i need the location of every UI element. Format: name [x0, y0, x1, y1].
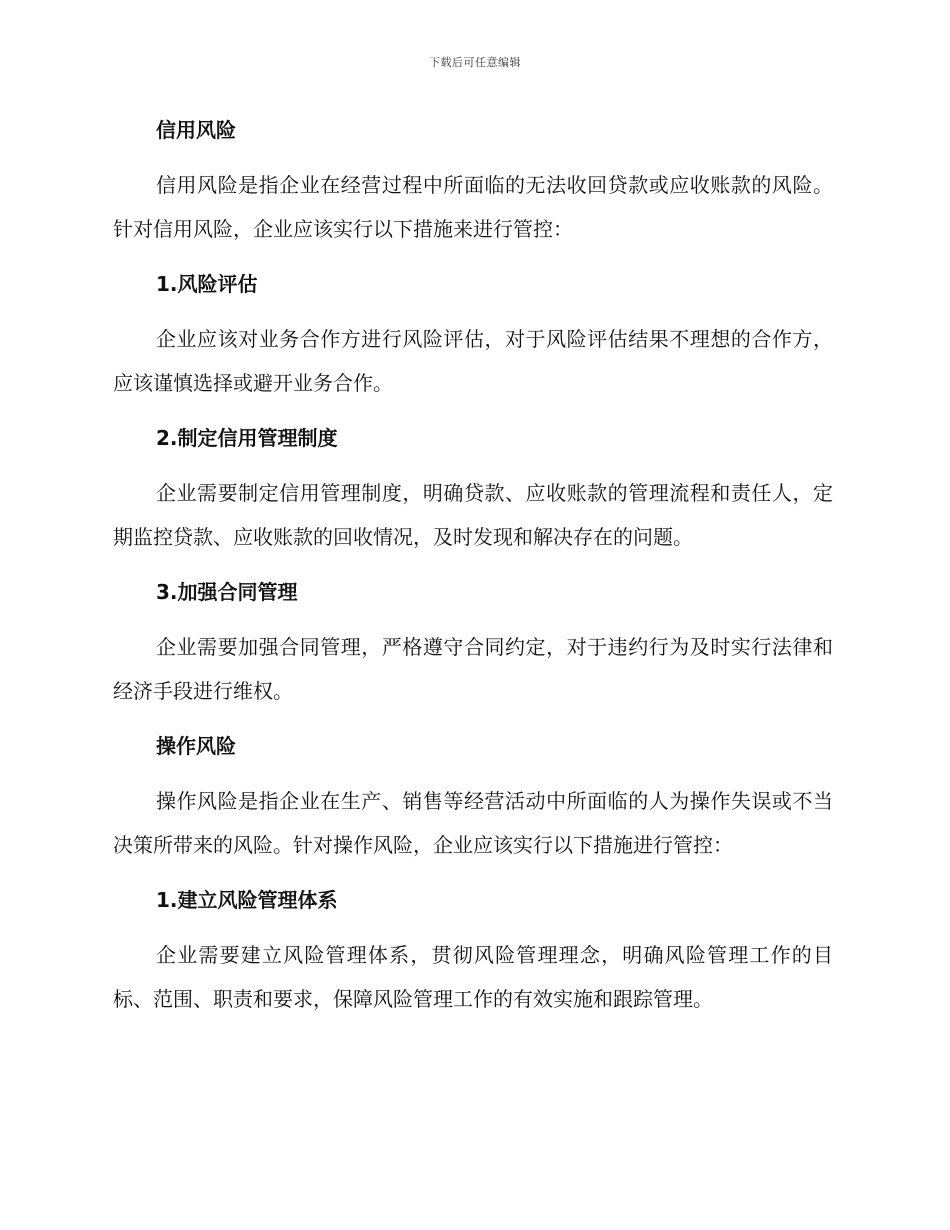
page-header: 下载后可任意编辑 [429, 56, 521, 69]
section-paragraph-credit-risk: 信用风险是指企业在经营过程中所面临的无法收回贷款或应收账款的风险。针对信用风险，企业应该实行以下措施来进行管控： [113, 173, 833, 241]
section-heading-contract-management: 3.加强合同管理 [156, 580, 298, 604]
section-paragraph-operational-risk: 操作风险是指企业在生产、销售等经营活动中所面临的人为操作失误或不当决策所带来的风险。针对操作风险，企业应该实行以下措施进行管控： [113, 789, 833, 857]
section-paragraph-risk-assessment: 企业应该对业务合作方进行风险评估，对于风险评估结果不理想的合作方，应该谨慎选择或避开业务合作。 [113, 327, 833, 395]
section-paragraph-credit-management-system: 企业需要制定信用管理制度，明确贷款、应收账款的管理流程和责任人，定期监控贷款、应收账款的回收情况，及时发现和解决存在的问题。 [113, 481, 833, 549]
section-paragraph-risk-management-system: 企业需要建立风险管理体系，贯彻风险管理理念，明确风险管理工作的目标、范围、职责和要求，保障风险管理工作的有效实施和跟踪管理。 [113, 943, 833, 1011]
section-heading-risk-management-system: 1.建立风险管理体系 [156, 888, 338, 912]
section-heading-credit-management-system: 2.制定信用管理制度 [156, 426, 338, 450]
document-body [113, 112, 833, 1021]
section-heading-credit-risk: 信用风险 [156, 118, 236, 142]
section-heading-operational-risk: 操作风险 [156, 734, 236, 758]
section-paragraph-contract-management: 企业需要加强合同管理，严格遵守合同约定，对于违约行为及时实行法律和经济手段进行维权。 [113, 635, 833, 703]
section-heading-risk-assessment: 1.风险评估 [156, 272, 258, 296]
